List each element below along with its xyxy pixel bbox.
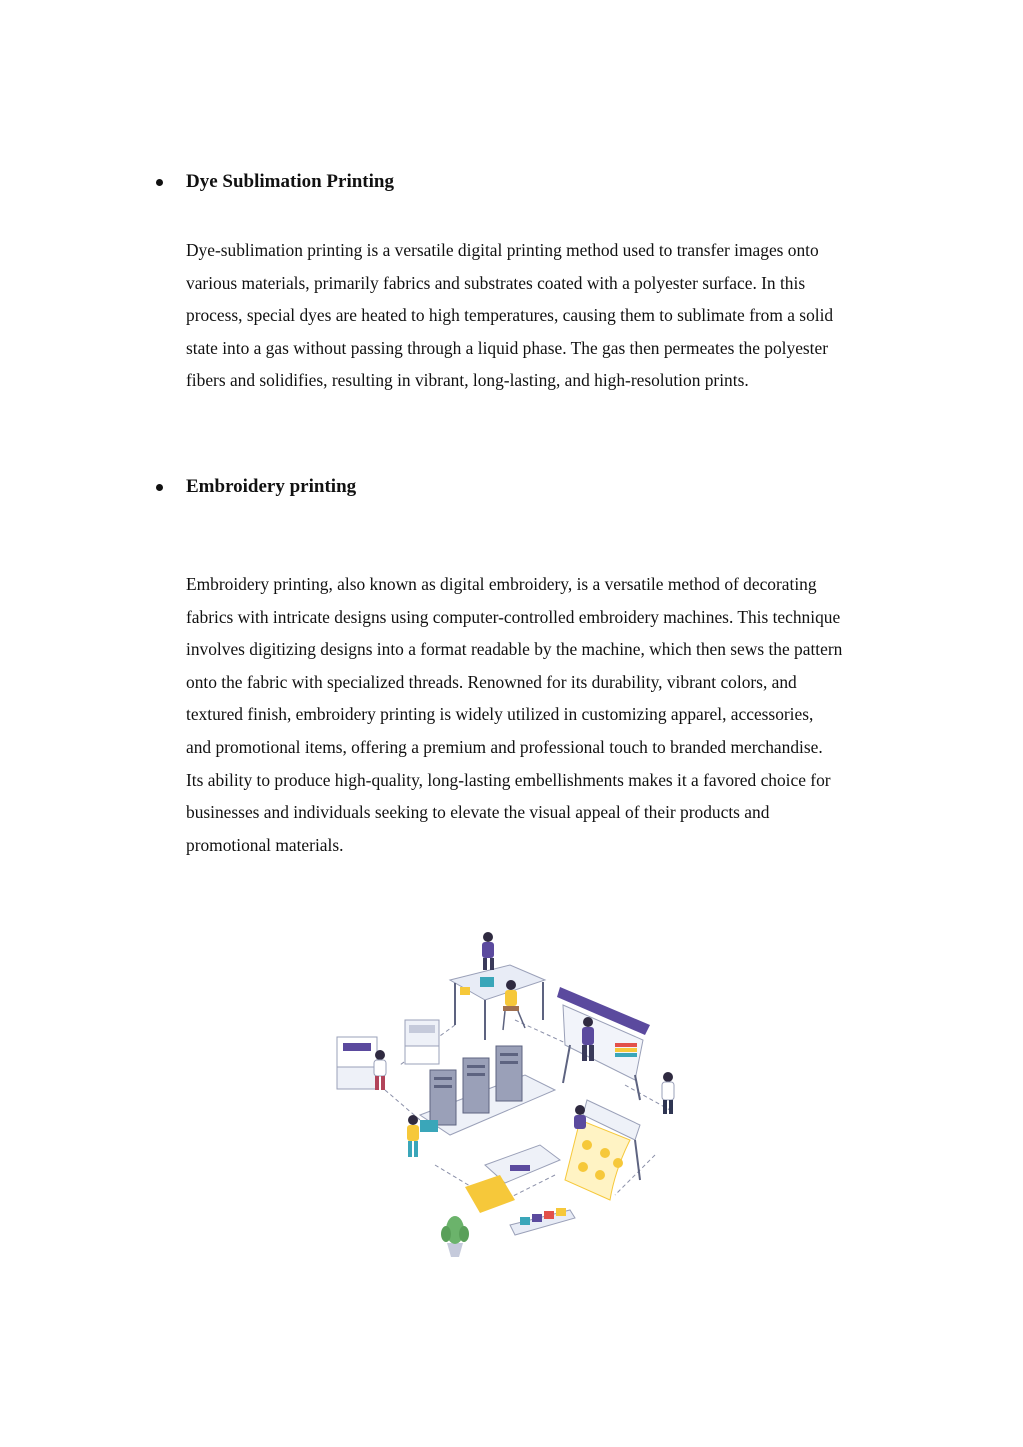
paragraph-line: fabrics with intricate designs using computer-controlled embroidery machines. This technique (186, 606, 841, 627)
paragraph-line: onto the fabric with specialized threads. Renowned for its durability, vibrant colors, and (186, 671, 797, 692)
paragraph-line: various materials, primarily fabrics and substrates coated with a polyester surface. In this (186, 272, 806, 293)
office-copier (337, 1020, 439, 1090)
paragraph-line: businesses and individuals seeking to elevate the visual appeal of their products and (186, 802, 770, 823)
textile-printer (565, 1072, 674, 1200)
potted-plant-icon (441, 1216, 469, 1257)
paragraph-line: textured finish, embroidery printing is widely utilized in customizing apparel, accessories, (186, 704, 814, 725)
section-paragraph-embroidery (186, 568, 906, 861)
paragraph-line: process, special dyes are heated to high temperatures, causing them to sublimate from a solid (186, 305, 834, 326)
section-heading-dye-sublimation: Dye Sublimation Printing (186, 171, 394, 192)
paragraph-line: Embroidery printing, also known as digital embroidery, is a versatile method of decorating (186, 574, 817, 594)
large-format-printer (557, 987, 650, 1100)
bullet-icon (156, 179, 163, 186)
paragraph-line: state into a gas without passing through a liquid phase. The gas then permeates the polyester (186, 337, 829, 358)
paragraph-line: Its ability to produce high-quality, long-lasting embellishments makes it a favored choice for (186, 769, 831, 790)
paragraph-line: fibers and solidifies, resulting in vibrant, long-lasting, and high-resolution prints. (186, 370, 749, 391)
bullet-icon (156, 484, 163, 491)
section-paragraph-dye-sublimation (186, 234, 906, 397)
paragraph-line: and promotional items, offering a premium and professional touch to branded merchandise. (186, 736, 823, 757)
desktop-printer (465, 1145, 575, 1235)
design-desk (450, 925, 545, 1040)
paragraph-line: involves digitizing designs into a format readable by the machine, which then sews the pattern (186, 639, 843, 660)
paragraph-line: Dye-sublimation printing is a versatile digital printing method used to transfer images onto (186, 240, 819, 260)
printing-workshop-illustration (325, 925, 695, 1260)
paragraph-line: promotional materials. (186, 834, 344, 855)
section-heading-embroidery: Embroidery printing (186, 476, 357, 497)
